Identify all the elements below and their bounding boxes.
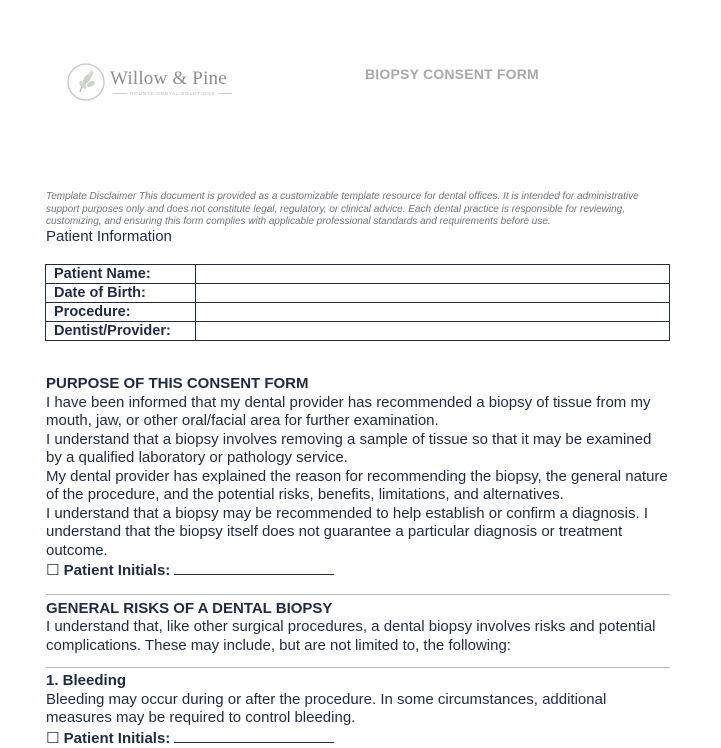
patient-info-table	[45, 264, 670, 341]
purpose-paragraph: I understand that a biopsy involves removing a sample of tissue so that it may be examined by a qualified laboratory or pathology service.	[46, 431, 670, 468]
purpose-paragraph: I have been informed that my dental provider has recommended a biopsy of tissue from my mouth, jaw, or other oral/facial area for further examination.	[46, 394, 670, 431]
brand-tagline: ROUNTE DENTAL SOLUTIONS	[130, 91, 215, 96]
purpose-initials-label: ☐ Patient Initials:	[46, 562, 170, 579]
consent-body	[46, 375, 670, 748]
dentist-provider-field[interactable]	[196, 322, 670, 341]
bleeding-initials-line[interactable]	[174, 728, 334, 743]
bleeding-heading: 1. Bleeding	[46, 672, 670, 691]
risks-paragraph: I understand that, like other surgical procedures, a dental biopsy involves risks and potential complications. These may include, but are not limited to, the following:	[46, 618, 670, 655]
patient-information-heading: Patient Information	[46, 228, 172, 245]
risks-heading: GENERAL RISKS OF A DENTAL BIOPSY	[46, 600, 670, 619]
brand-logo	[66, 62, 235, 102]
patient-name-field[interactable]	[196, 265, 670, 284]
procedure-field[interactable]	[196, 303, 670, 322]
procedure-label: Procedure:	[46, 303, 196, 322]
date-of-birth-label: Date of Birth:	[46, 284, 196, 303]
table-row	[46, 303, 670, 322]
purpose-initials-line[interactable]	[174, 560, 334, 575]
patient-name-label: Patient Name:	[46, 265, 196, 284]
date-of-birth-field[interactable]	[196, 284, 670, 303]
purpose-paragraph: My dental provider has explained the reason for recommending the biopsy, the general nature of the procedure, and the potential risks, benefits, limitations, and alternatives.	[46, 468, 670, 505]
bleeding-initials	[46, 728, 670, 748]
bleeding-initials-label: ☐ Patient Initials:	[46, 730, 170, 747]
brand-name: Willow & Pine	[110, 69, 235, 89]
bleeding-paragraph: Bleeding may occur during or after the procedure. In some circumstances, additional measures may be required to control bleeding.	[46, 691, 670, 728]
leaf-emblem-icon	[66, 62, 106, 102]
purpose-paragraph: I understand that a biopsy may be recommended to help establish or confirm a diagnosis. I understand that the biopsy itself does not guarantee a particular diagnosis or treatment outcome.	[46, 505, 670, 561]
table-row	[46, 284, 670, 303]
purpose-initials	[46, 560, 670, 581]
template-disclaimer: Template Disclaimer This document is provided as a customizable template resource for dental offices. It is intended for administrative support purposes only and does not constitute legal, regulatory, or clinical advice. Each dental practice is responsible for reviewing, customizing, and ensuring this form complies with applicable professional standards and requirements before use.	[46, 191, 670, 229]
dentist-provider-label: Dentist/Provider:	[46, 322, 196, 341]
table-row	[46, 265, 670, 284]
form-title: BIOPSY CONSENT FORM	[365, 66, 539, 82]
table-row	[46, 322, 670, 341]
purpose-heading: PURPOSE OF THIS CONSENT FORM	[46, 375, 670, 394]
